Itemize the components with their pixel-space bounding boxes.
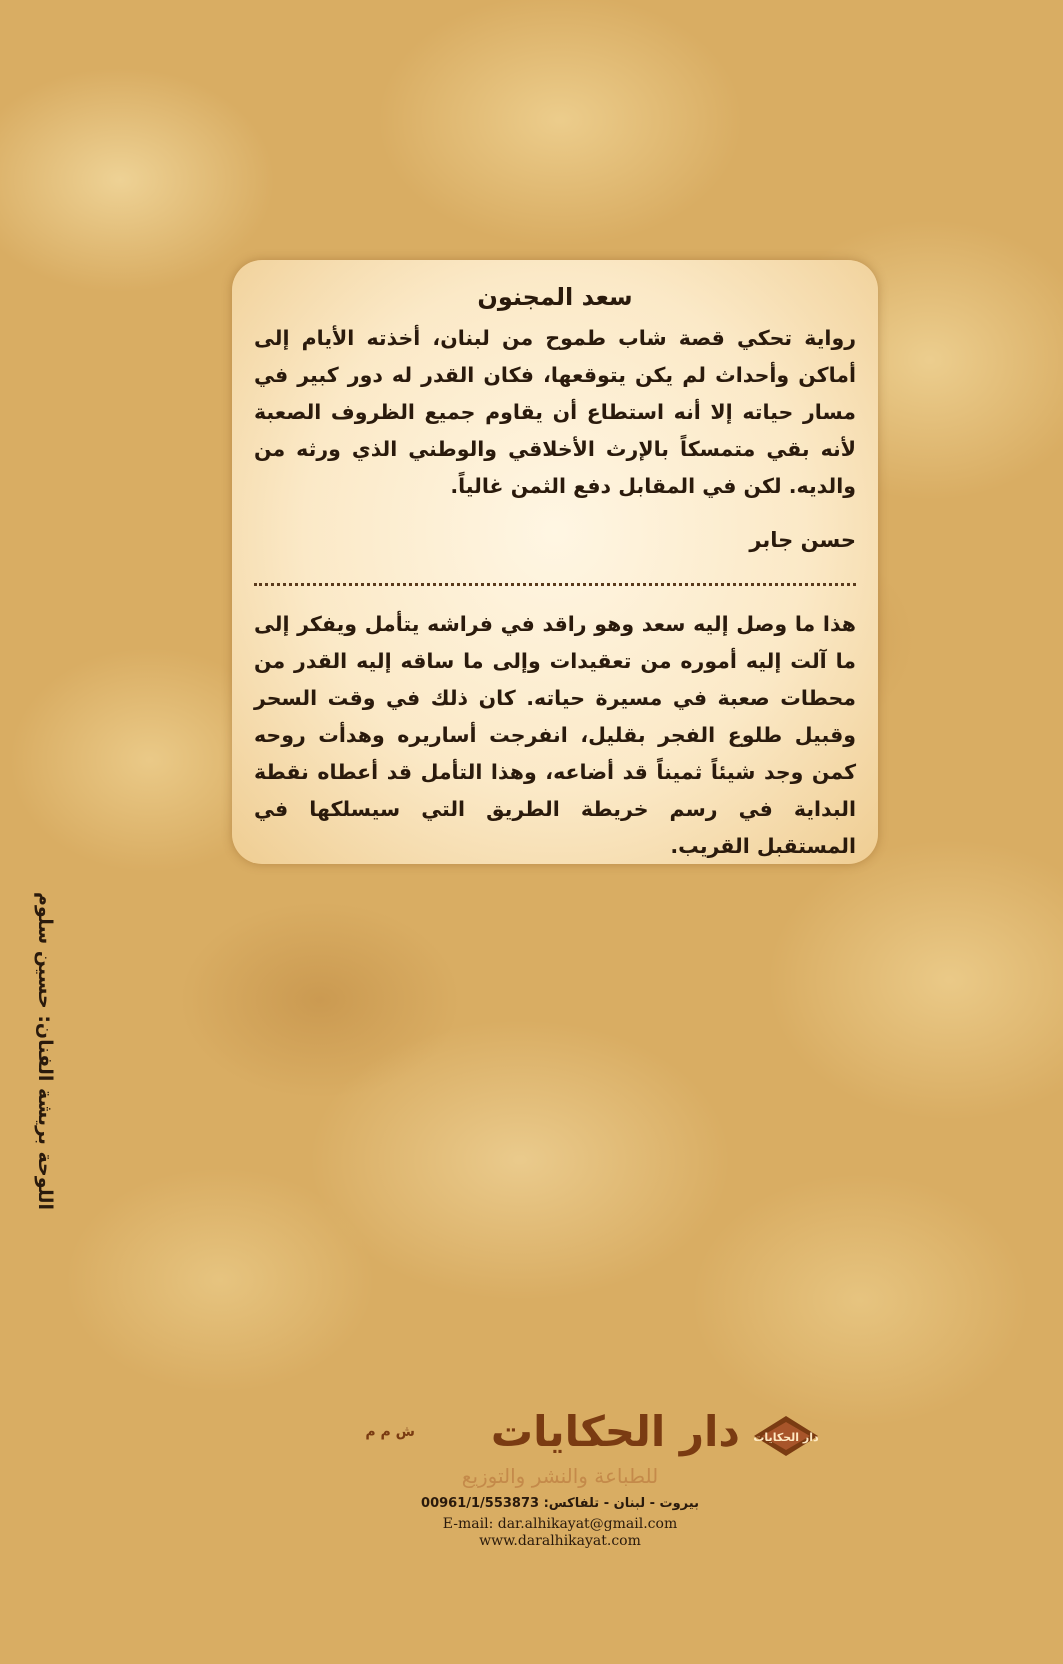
excerpt-text: هذا ما وصل إليه سعد وهو راقد في فراشه يتأمل ويفكر إلى ما آلت إليه أموره من تعقيدات وإلى ما ساقه إليه القدر من محطات صعبة في مسيرة حياته. كان ذلك في وقت السحر وقبيل طلوع الفجر بقليل، انفرجت أساريره وهدأت روحه كمن وجد شيئاً ثميناً قد أضاعه، وهذا التأمل قد أعطاه نقطة البداية في رسم خريطة الطريق التي سيسلكها في المستقبل القريب.: [254, 612, 856, 858]
publisher-contact: بيروت - لبنان - تلفاكس: 00961/1/553873: [421, 1496, 699, 1511]
dotted-divider: [254, 583, 856, 586]
synopsis-text: رواية تحكي قصة شاب طموح من لبنان، أخذته الأيام إلى أماكن وأحداث لم يكن يتوقعها، فكان القدر له دور كبير في مسار حياته إلا أنه استطاع أن يقاوم جميع الظروف الصعبة لأنه بقي متمسكاً بالإرث الأخلاقي والوطني الذي ورثه من والديه. لكن في المقابل دفع الثمن غالياً.: [254, 326, 856, 498]
publisher-suffix: ش م م: [365, 1424, 415, 1440]
publisher-email: E-mail: dar.alhikayat@gmail.com: [442, 1516, 678, 1532]
author-name: حسن جابر: [749, 528, 856, 552]
publisher-diamond-logo-icon: [752, 1414, 820, 1458]
publisher-website: www.daralhikayat.com: [479, 1533, 641, 1549]
publisher-block: [300, 1407, 820, 1612]
publisher-name: دار الحكايات: [490, 1407, 740, 1456]
artist-credit: اللوحة بريشة الفنان: حسين سلوم: [34, 891, 56, 1211]
synopsis-panel: [232, 260, 878, 864]
book-title: سعد المجنون: [477, 283, 633, 311]
publisher-logo-mark-text: دار الحكايات: [753, 1431, 819, 1444]
publisher-logo-row: [300, 1407, 820, 1462]
publisher-tagline: للطباعة والنشر والتوزيع: [461, 1464, 659, 1488]
